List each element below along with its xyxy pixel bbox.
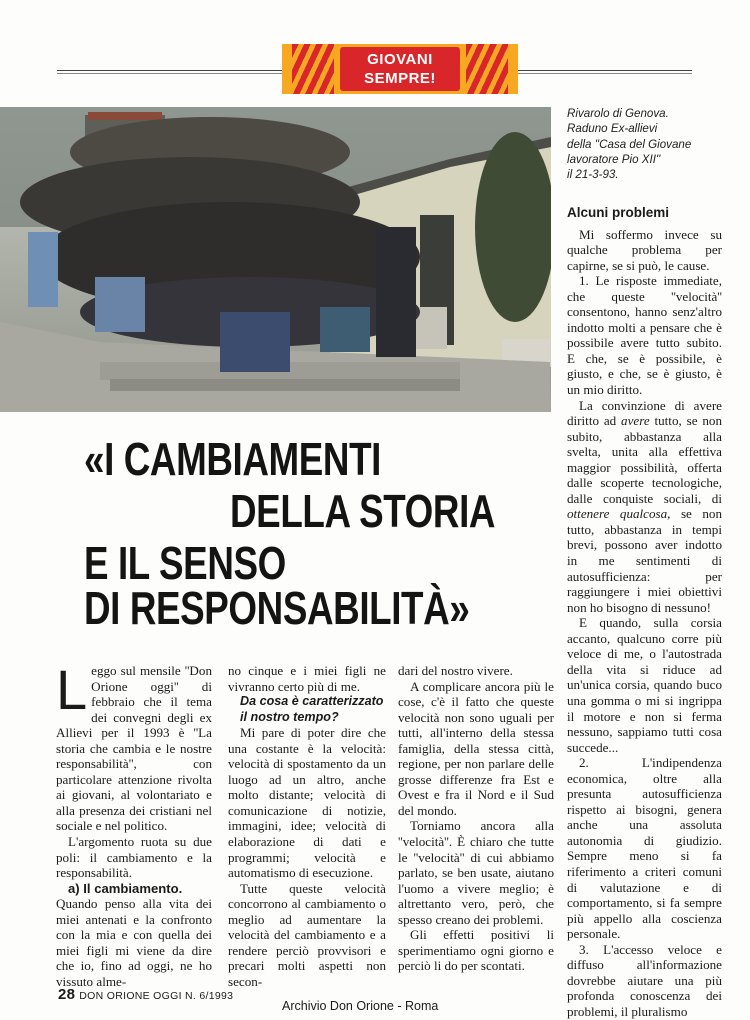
column-3 [398, 663, 554, 974]
paragraph: Quando penso alla vita dei miei antenati e la confronto con la mia e con quella dei miei figli mi viene da dire che io, fino ad oggi, ne ho vissuto alme- [56, 896, 212, 989]
section-label: a) Il cambiamento. [68, 880, 183, 896]
top-rule-left [57, 70, 282, 74]
magazine-issue: DON ORIONE OGGI N. 6/1993 [79, 990, 234, 1002]
paragraph: dari del nostro vivere. [398, 663, 513, 678]
headline-line-1: «I CAMBIAMENTI [84, 433, 381, 485]
banner-stripes-left [292, 44, 334, 94]
paragraph: Mi soffermo invece su qualche problema per capirne, se si può, le cause. [567, 226, 722, 273]
section-banner [282, 44, 518, 94]
paragraph: E quando, sulla corsia accanto, qualcuno corre più veloce di me, o l'autostrada della vita si riduce ad un'unica corsia, quando buco una gomma o mi si ingrippa il motore e non si ferma nessuno, sappiamo tutti cosa succede... [567, 615, 722, 755]
caption-line: lavoratore Pio XII'' [567, 152, 661, 166]
caption-line: della ''Casa del Giovane [567, 137, 692, 151]
paragraph: Gli effetti positivi li sperimentiamo ogni giorno e perciò li do per scontati. [398, 927, 554, 974]
paragraph: La convinzione di avere diritto ad avere tutto, se non subito, abbastanza alla svelta, unita alla effettiva maggior possibilità, offerta dalle scoperte tecnologiche, dalle conquiste sociali, di ottenere qualcosa, se non tutto, abbastanza in tempi brevi, possono aver indotto in me sentimenti di autosufficienza: per raggiungere i miei obiettivi non ho bisogno di nessuno! [567, 397, 722, 615]
headline-line-4: DI RESPONSABILITÀ» [84, 582, 470, 634]
banner-label [340, 47, 460, 91]
paragraph: Leggo sul mensile ''Don Orione oggi'' di febbraio che il tema dei convegni degli ex Allievi per il 1993 è ''La storia che cambia e le nostre responsabilità'', con particolare attenzione rivolta ai giovani, al volontariato e alla presenza dei cristiani nel sociale e nel politico. [56, 658, 212, 834]
caption-line: il 21-3-93. [567, 168, 619, 182]
paragraph: 2. L'indipendenza economica, oltre alla presunta autosufficienza rispetto ai bisogni, genera anche una assoluta autonomia di giudizio. Sempre meno si fa riferimento a criteri comuni di valutazione e di comportamento, si fa sempre più appello alla coscienza personale. [567, 755, 722, 942]
group-photo [0, 107, 551, 412]
banner-line-2: SEMPRE! [364, 70, 436, 87]
photo-caption [567, 106, 737, 182]
paragraph: Tutte queste velocità concorrono al cambiamento o meglio ad aumentare la velocità del cambiamento e a rendere perciò provvisori e precari molti aspetti non secon- [228, 880, 386, 989]
subheading: Alcuni problemi [567, 205, 670, 220]
column-4 [567, 205, 722, 1019]
banner-line-1: GIOVANI [367, 51, 433, 68]
archive-watermark: Archivio Don Orione - Roma [282, 999, 439, 1013]
column-2 [228, 663, 386, 989]
caption-line: Raduno Ex-allievi [567, 122, 658, 136]
paragraph: A complicare ancora più le cose, c'è il fatto che queste velocità non sono uguali per tutti, all'interno della stessa famiglia, della stessa città, regione, per non parlare delle grosse differenze fra Est e Ovest e fra il Nord e il Sud del mondo. [398, 678, 554, 818]
paragraph: Mi pare di poter dire che una costante è la velocità: velocità di spostamento da un luogo ad un altro, anche molto distante; velocità di comunicazione di notizie, immagini, idee; velocità di elaborazione di dati e programmi; velocità e automatismo di esecuzione. [228, 725, 386, 881]
paragraph: 1. Le risposte immediate, che queste ''velocità'' consentono, hanno senz'altro indotto molti a pensare che è possibile avere tutto subito. E che, se è possibile, è giusto, e che, se è giusto, è un mio diritto. [567, 273, 722, 398]
page-footer [58, 986, 233, 1003]
group-photo-illustration [0, 107, 551, 412]
paragraph [56, 881, 212, 897]
headline-line-2: DELLA STORIA [230, 485, 496, 537]
paragraph: 3. L'accesso veloce e diffuso all'informazione dovrebbe aiutare una più profonda conoscenza dei problemi, il pluralismo [567, 941, 722, 1019]
paragraph: no cinque e i miei figli ne vivranno certo più di me. [228, 663, 386, 694]
drop-cap: L [56, 658, 88, 721]
column-1 [56, 658, 212, 989]
page-number: 28 [58, 986, 76, 1003]
paragraph: L'argomento ruota su due poli: il cambiamento e la responsabilità. [56, 834, 212, 881]
banner-stripes-right [466, 44, 508, 94]
top-rule-right [518, 70, 692, 74]
paragraph: Torniamo ancora alla ''velocità''. È chiaro che tutte le ''velocità'' di cui abbiamo parlato, se ben usate, aiutano l'uomo a vivere meglio; è altrettanto vero, però, che spesso creano dei problemi. [398, 818, 554, 927]
question-subhead: Da cosa è caratterizzato il nostro tempo? [240, 694, 384, 724]
caption-line: Rivarolo di Genova. [567, 107, 669, 120]
headline-line-3: E IL SENSO [84, 537, 286, 589]
